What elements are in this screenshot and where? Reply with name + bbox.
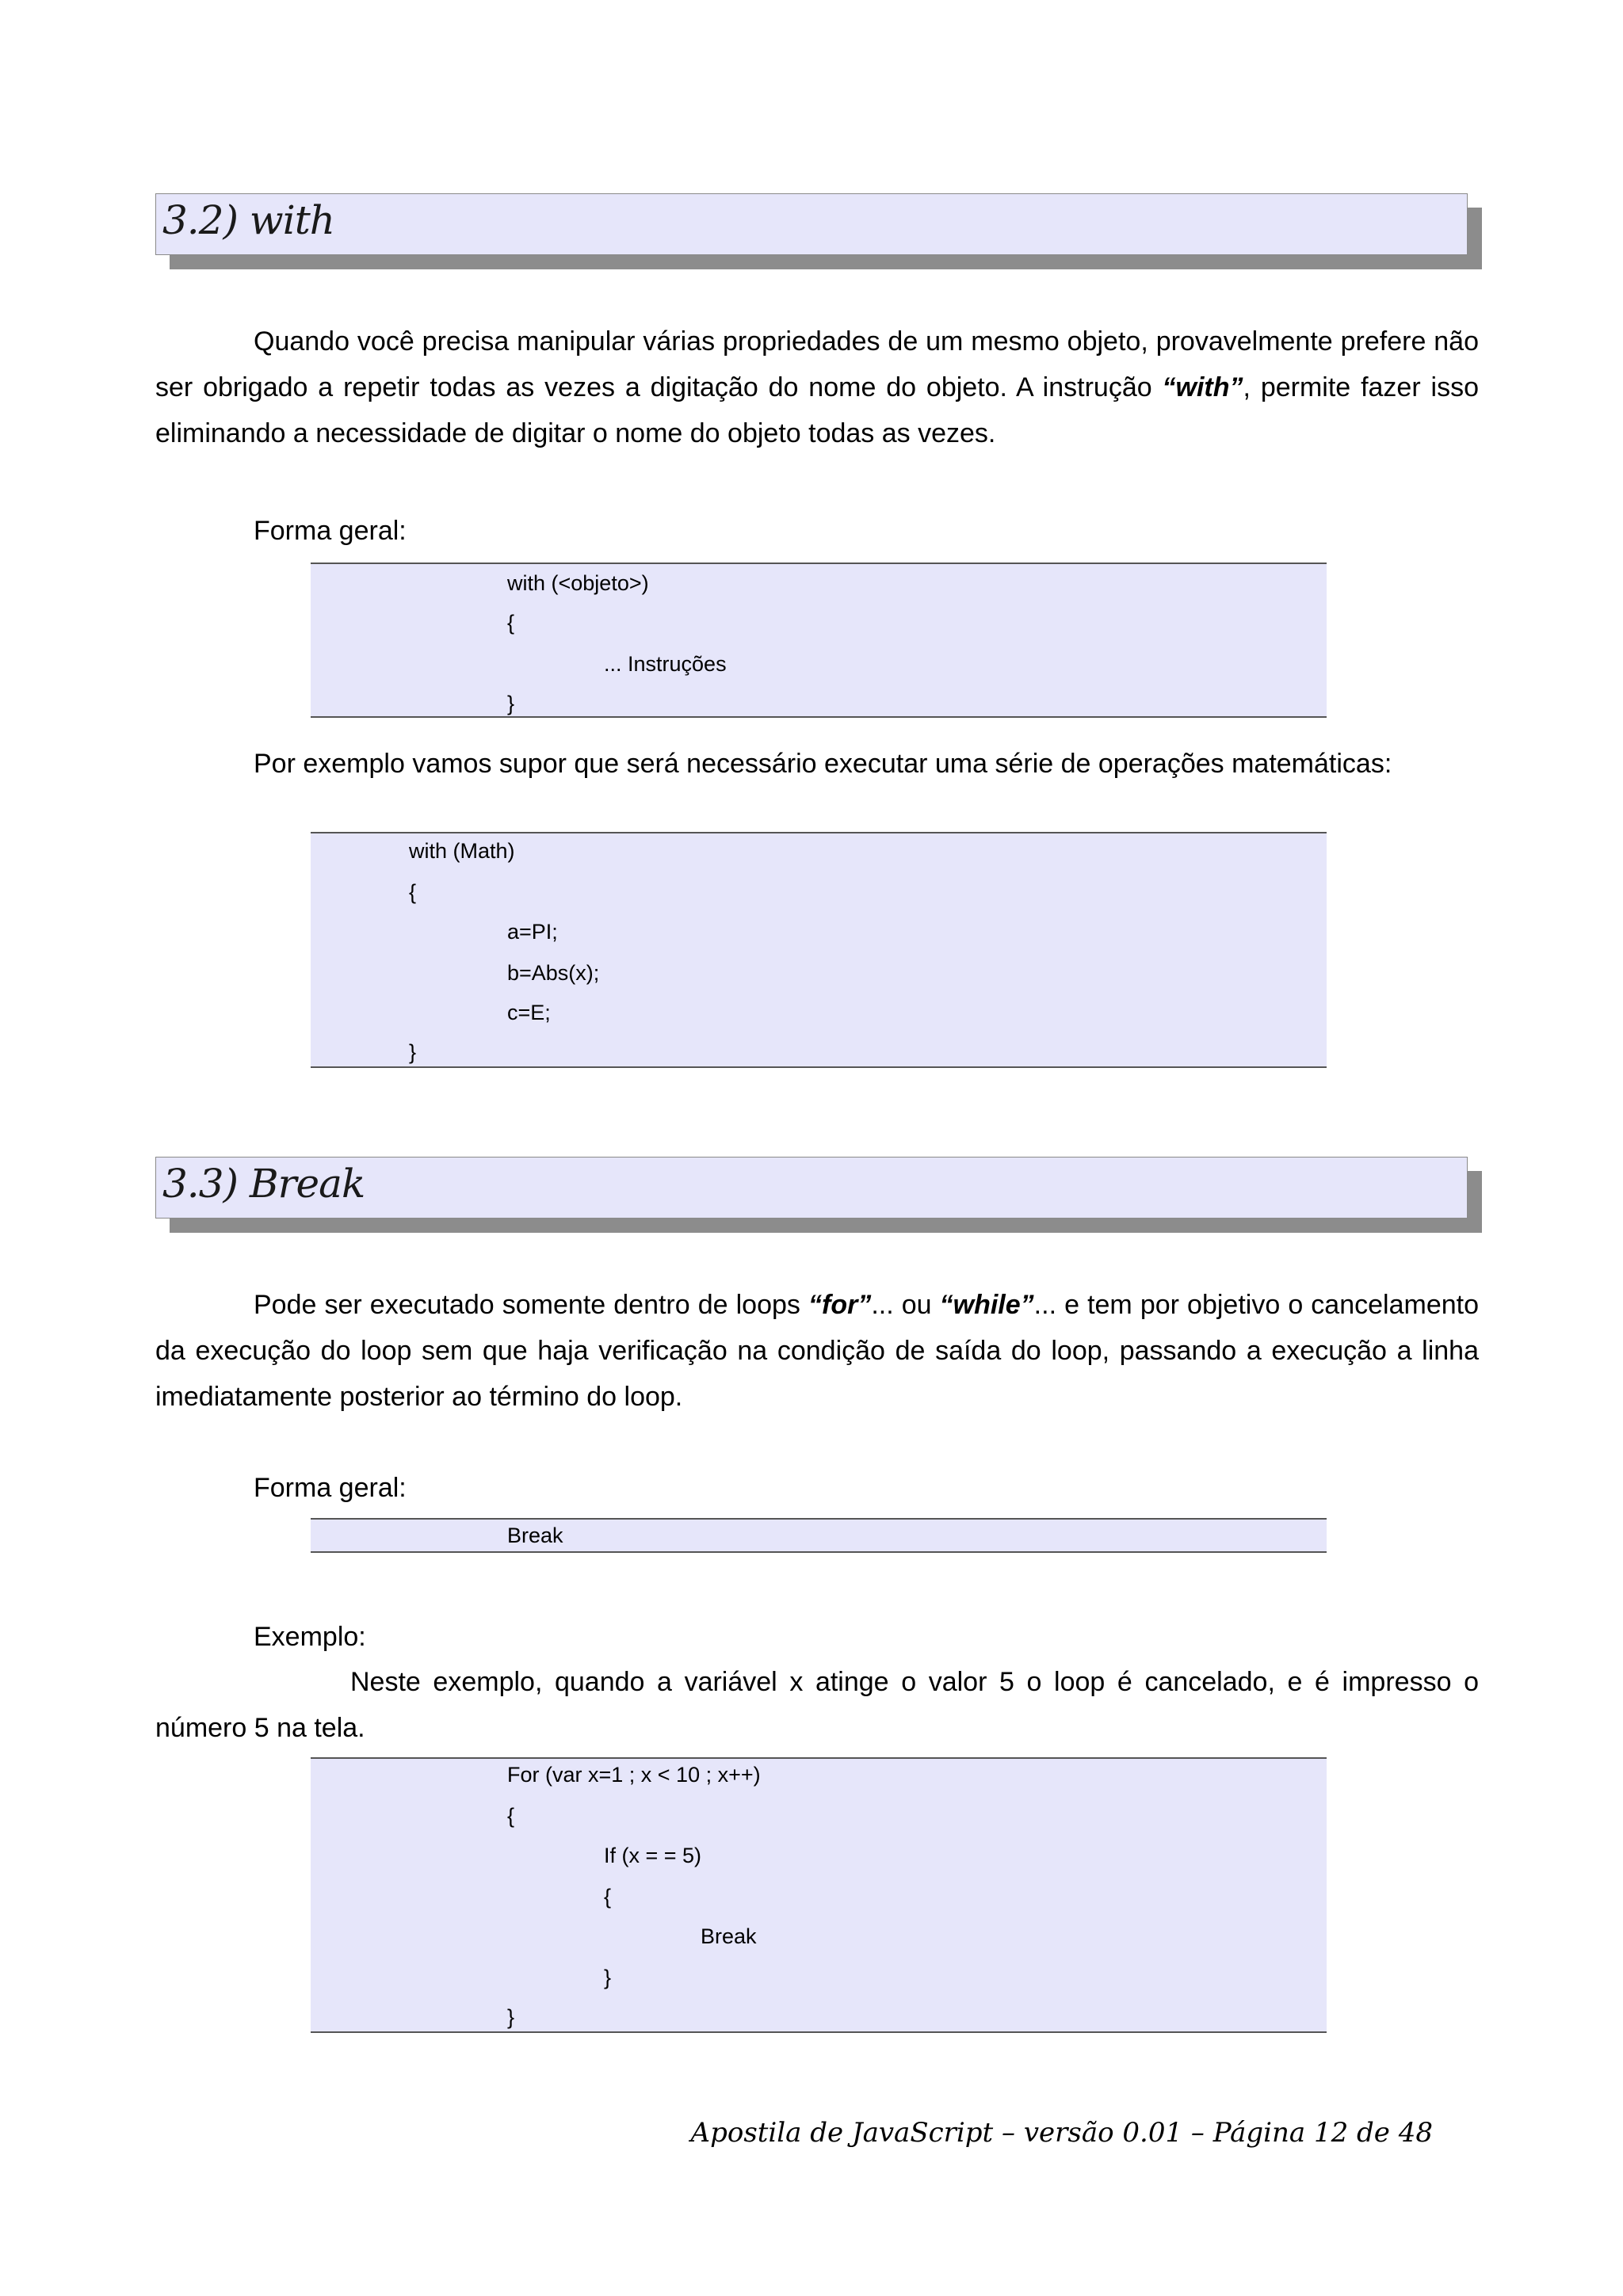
section-heading-break: [155, 1157, 1468, 1219]
code-line: }: [409, 1040, 417, 1064]
section-heading-with: [155, 193, 1468, 255]
keyword-while: “while”: [939, 1290, 1034, 1320]
paragraph-break-description: Pode ser executado somente dentro de loops “for”... ou “while”... e tem por objetivo o cancelamento da execução do loop sem que haja verificação na condição de saída do loop, passando a execução a linha imediatamente posterior ao término do loop.: [155, 1290, 1479, 1412]
code-line: }: [604, 1966, 612, 1989]
code-line: {: [507, 1804, 515, 1828]
code-line: a=PI;: [507, 920, 558, 944]
keyword-with: “with”: [1162, 372, 1243, 402]
code-line: with (<objeto>): [507, 571, 649, 595]
code-block-with-example: [311, 832, 1327, 1068]
page-footer: Apostila de JavaScript – versão 0.01 – Página 12 de 48: [690, 2117, 1433, 2149]
code-block-with-general: [311, 563, 1327, 718]
code-line: with (Math): [409, 839, 515, 863]
code-line: {: [409, 880, 417, 904]
general-form-label: Forma geral:: [254, 516, 407, 546]
code-line: If (x = = 5): [604, 1844, 702, 1867]
example-label: Exemplo:: [254, 1622, 366, 1652]
code-line: }: [507, 692, 515, 715]
code-line: {: [507, 611, 515, 635]
code-line: b=Abs(x);: [507, 961, 600, 985]
code-line: {: [604, 1885, 612, 1909]
code-line: For (var x=1 ; x < 10 ; x++): [507, 1763, 761, 1787]
code-block-break-general: [311, 1518, 1327, 1553]
code-line: Break: [507, 1524, 563, 1547]
general-form-label: Forma geral:: [254, 1473, 407, 1503]
example-intro: Por exemplo vamos supor que será necessário executar uma série de operações matemáticas:: [254, 749, 1392, 779]
paragraph-with-description: Quando você precisa manipular várias propriedades de um mesmo objeto, provavelmente prefere não ser obrigado a repetir todas as vezes a digitação do nome do objeto. A instrução “with”, permite fazer isso eliminando a necessidade de digitar o nome do objeto todas as vezes.: [155, 326, 1479, 448]
code-line: c=E;: [507, 1001, 551, 1024]
example-description: Neste exemplo, quando a variável x atinge o valor 5 o loop é cancelado, e é impresso o número 5 na tela.: [155, 1667, 1479, 1743]
keyword-for: “for”: [808, 1290, 872, 1320]
code-line: ... Instruções: [604, 652, 727, 676]
code-line: Break: [701, 1924, 757, 1948]
section-heading-text: 3.2) with: [162, 197, 335, 243]
section-heading-text: 3.3) Break: [162, 1161, 365, 1207]
code-line: }: [507, 2005, 515, 2029]
code-block-break-example: [311, 1757, 1327, 2033]
